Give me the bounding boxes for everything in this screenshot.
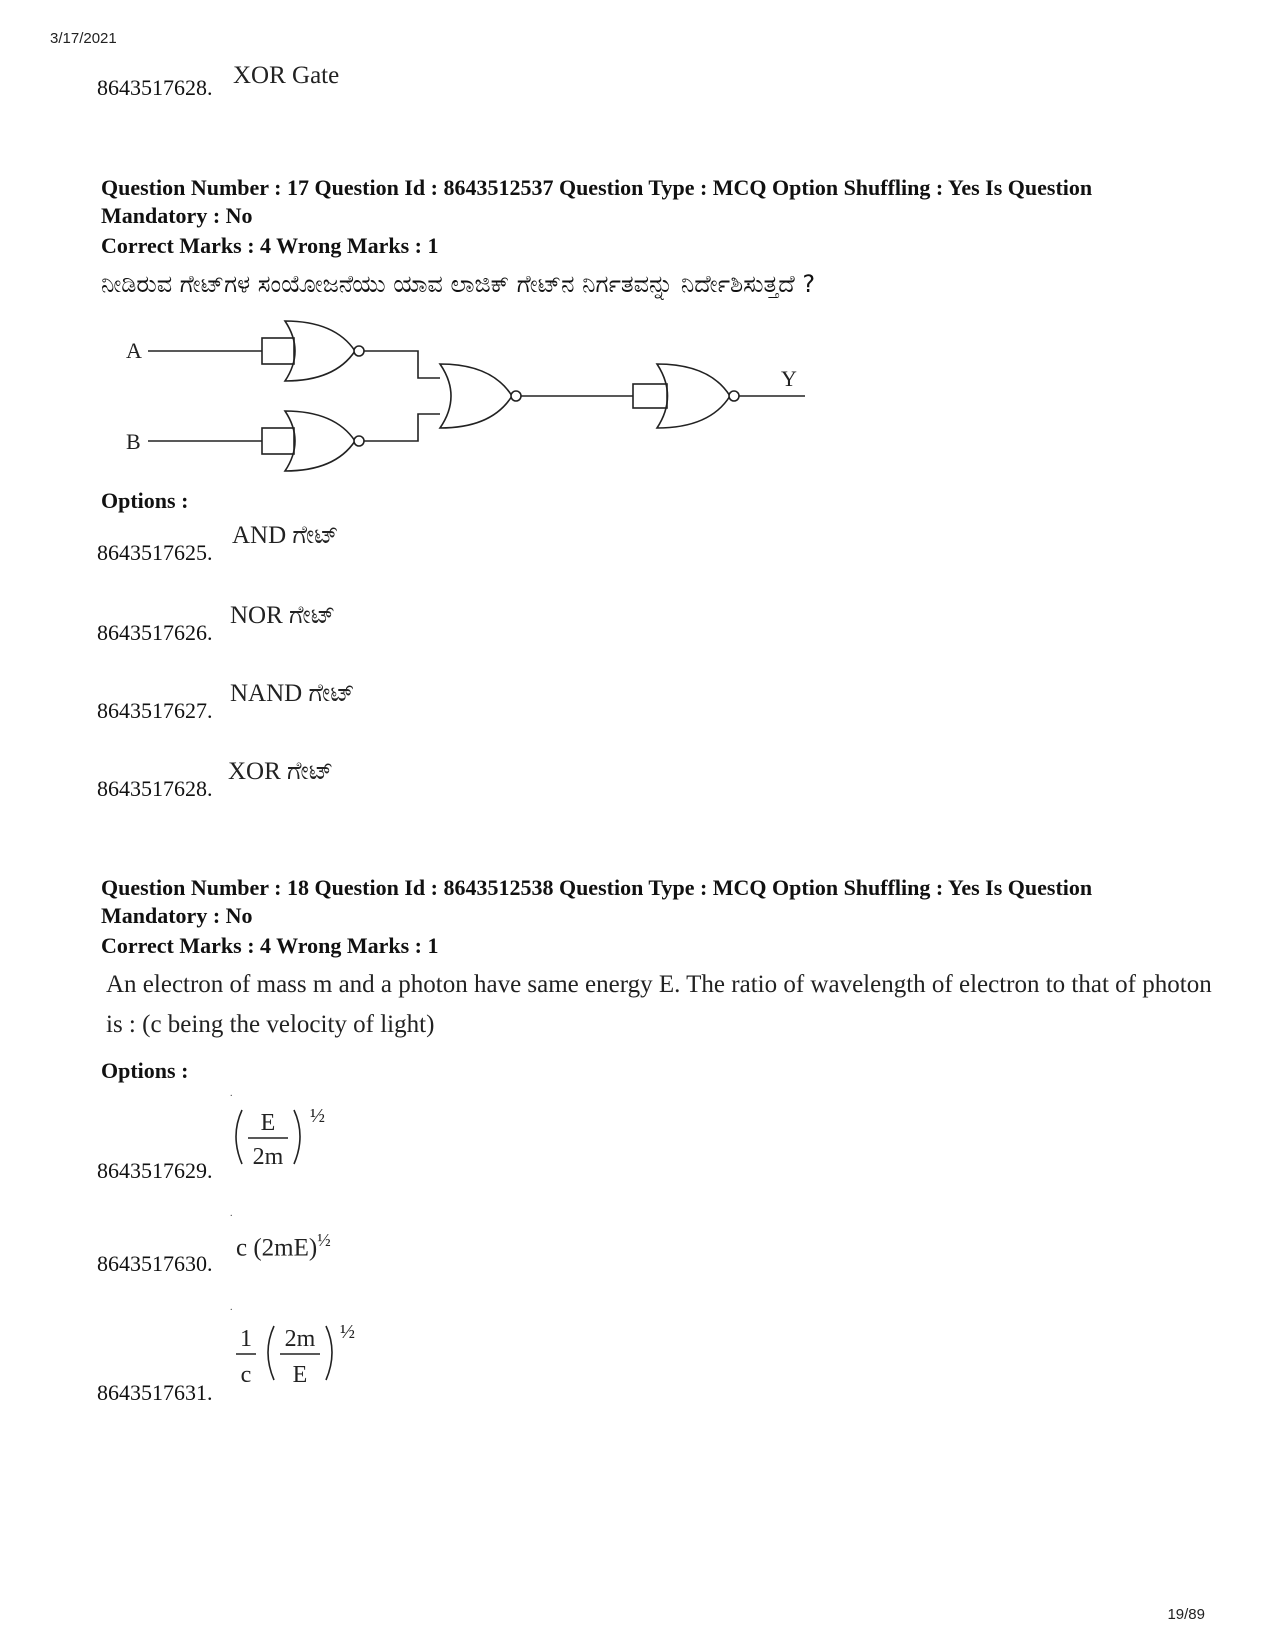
fraction-denominator: 2m	[252, 1144, 284, 1170]
option-id: 8643517627.	[97, 698, 213, 723]
exponent: ½	[317, 1230, 331, 1250]
option-id: 8643517625.	[97, 540, 213, 565]
question-18-marks: Correct Marks : 4 Wrong Marks : 1	[101, 933, 439, 958]
option-text: AND ಗೇಟ್	[232, 522, 339, 549]
exponent: ½	[310, 1105, 325, 1127]
fraction-denominator: E	[292, 1362, 308, 1388]
option-text: XOR ಗೇಟ್	[228, 758, 334, 785]
exponent: ½	[340, 1321, 355, 1343]
option-id: 8643517629.	[97, 1158, 213, 1183]
fraction-numerator: 1	[240, 1326, 252, 1352]
question-17-text: ನೀಡಿರುವ ಗೇಟ್‌ಗಳ ಸಂಯೋಜನೆಯು ಯಾವ ಲಾಜಿಕ್ ಗೇಟ್‌ನ ನಿರ್ಗತವನ್ನು ನಿರ್ದೇಶಿಸುತ್ತದೆ ?	[101, 270, 816, 298]
input-a-label: A	[126, 338, 142, 363]
formula-option-1	[228, 1100, 338, 1180]
fraction-denominator: c	[240, 1362, 252, 1388]
options-label: Options :	[101, 488, 189, 513]
option-id: 8643517626.	[97, 620, 213, 645]
formula-expression: c (2mE)	[236, 1234, 318, 1262]
option-id: 8643517628.	[97, 776, 213, 801]
print-date: 3/17/2021	[50, 30, 117, 47]
options-label: Options :	[101, 1058, 189, 1083]
formula-option-2	[236, 1230, 331, 1262]
fraction-numerator: E	[260, 1110, 276, 1136]
option-text: NOR ಗೇಟ್	[230, 602, 336, 629]
option-text: NAND ಗೇಟ್	[230, 680, 355, 707]
option-id: 8643517628.	[97, 75, 213, 100]
formula-option-3	[232, 1316, 362, 1396]
question-17-marks: Correct Marks : 4 Wrong Marks : 1	[101, 233, 439, 258]
option-id: 8643517630.	[97, 1251, 213, 1276]
question-17-header: Question Number : 17 Question Id : 8643512537 Question Type : MCQ Option Shuffling : Yes Is Question Mandatory : No	[101, 175, 1093, 228]
page-number: 19/89	[1167, 1606, 1205, 1623]
question-18-header: Question Number : 18 Question Id : 8643512538 Question Type : MCQ Option Shuffling : Yes Is Question Mandatory : No	[101, 875, 1093, 928]
option-text: XOR Gate	[233, 62, 340, 89]
fraction-numerator: 2m	[284, 1326, 316, 1352]
input-b-label: B	[126, 429, 141, 454]
logic-gate-diagram	[110, 308, 830, 488]
option-id: 8643517631.	[97, 1380, 213, 1405]
question-18-text: An electron of mass m and a photon have same energy E. The ratio of wavelength of electron to that of photon is : (c being the velocity of light)	[106, 971, 1212, 1038]
output-y-label: Y	[781, 366, 797, 391]
